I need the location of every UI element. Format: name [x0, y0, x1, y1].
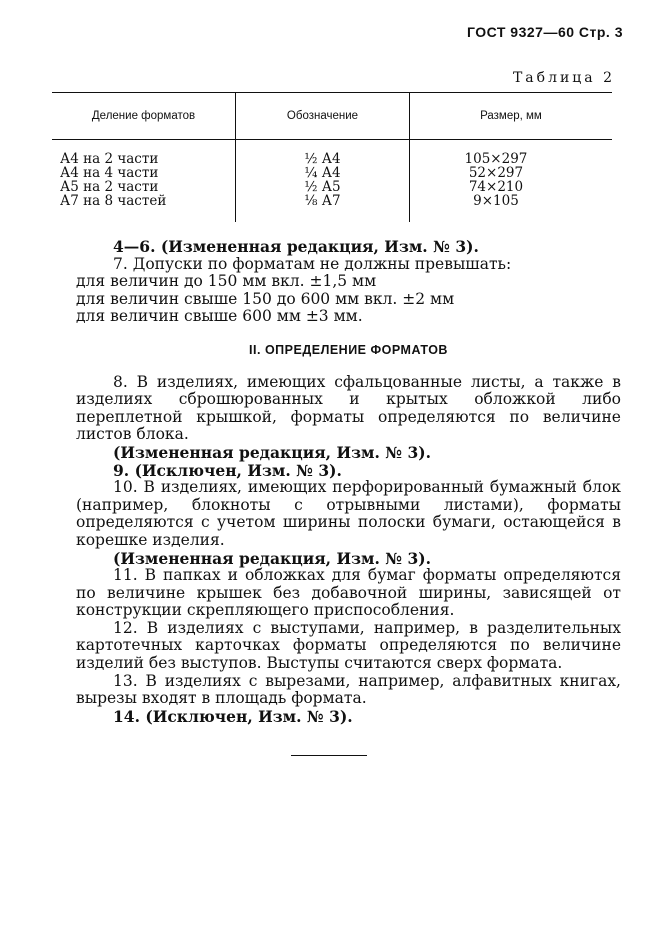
paragraph-10-amendment: (Измененная редакция, Изм. № 3).: [113, 548, 431, 568]
paragraph-11: 11. В папках и обложках для бумаг форматы определяются по величине крышек без добавочной ширины, зависящей от конструкции скрепляющего приспособления.: [76, 566, 621, 620]
column-header-size: Размер, мм: [409, 93, 612, 140]
section-title: II. ОПРЕДЕЛЕНИЕ ФОРМАТОВ: [249, 342, 448, 357]
table-row: [52, 194, 612, 222]
table-row: [52, 180, 612, 194]
paragraph-10: 10. В изделиях, имеющих перфорированный бумажный блок (например, блокноты с отрывными листами), форматы определяются с учетом ширины полоски бумаги, остающейся в корешке изделия.: [76, 478, 621, 549]
column-header-designation: Обозначение: [236, 93, 410, 140]
division-cell: А7 на 8 частей: [60, 193, 167, 209]
size-cell: 74×210: [409, 180, 612, 194]
paragraph-13: 13. В изделиях с вырезами, например, алфавитных книгах, вырезы входят в площадь формата.: [76, 671, 621, 708]
tolerance-line-3: для величин свыше 600 мм ±3 мм.: [76, 307, 363, 326]
tolerance-line-2: для величин свыше 150 до 600 мм вкл. ±2 мм: [76, 289, 455, 308]
paragraph-8: 8. В изделиях, имеющих сфальцованные листы, а также в изделиях сброшюрованных и крытых обложкой либо переплетной крышкой, форматы определяются по величине листов блока.: [76, 372, 621, 444]
designation-cell: ½ А5: [236, 180, 410, 194]
paragraph-12: 12. В изделиях с выступами, например, в разделительных картотечных карточках форматы определяются по величине изделий без выступов. Выступы считаются сверх формата.: [76, 618, 621, 673]
page-header: ГОСТ 9327—60 Стр. 3: [466, 24, 623, 40]
document-body: [76, 238, 621, 725]
table-row: [52, 166, 612, 180]
designation-cell: ⅛ А7: [236, 194, 410, 222]
paragraph-9: 9. (Исключен, Изм. № 3).: [113, 460, 342, 480]
size-cell: 105×297: [409, 140, 612, 167]
size-cell: 9×105: [409, 194, 612, 222]
paragraph-4-6: 4—6. (Измененная редакция, Изм. № 3).: [113, 237, 479, 256]
size-cell: 52×297: [409, 166, 612, 180]
column-header-division: Деление форматов: [52, 93, 236, 140]
paragraph-7: 7. Допуски по форматам не должны превышать:: [113, 254, 512, 273]
division-cell: А4 на 4 части: [60, 165, 159, 181]
formats-table: [52, 92, 612, 222]
end-divider: [291, 755, 367, 756]
paragraph-8-amendment: (Измененная редакция, Изм. № 3).: [113, 442, 431, 462]
table-row: [52, 140, 612, 167]
table-header-row: [52, 93, 612, 140]
table-label: Таблица 2: [512, 70, 615, 86]
division-cell: А5 на 2 части: [60, 179, 159, 195]
division-cell: А4 на 2 части: [60, 151, 159, 167]
tolerance-line-1: для величин до 150 мм вкл. ±1,5 мм: [76, 272, 377, 291]
designation-cell: ¼ А4: [236, 166, 410, 180]
designation-cell: ½ А4: [236, 140, 410, 167]
paragraph-14: 14. (Исключен, Изм. № 3).: [113, 706, 353, 726]
